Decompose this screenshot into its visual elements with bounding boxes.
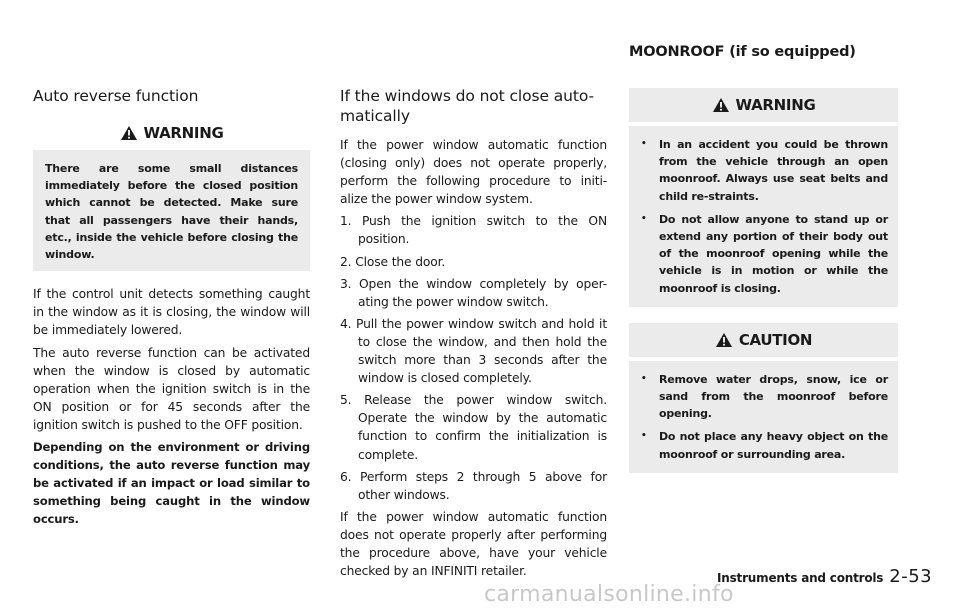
step-item: 3. Open the window completely by oper-ating the power window switch. <box>340 276 607 309</box>
page-number: 2-53 <box>889 566 933 587</box>
moonroof-warning-header <box>629 88 898 122</box>
warning-item: • In an accident you could be thrown from the vehicle through an open moonroof. Always use seat belts and child re-straints. <box>639 136 888 205</box>
step-item: 2. Close the door. <box>340 254 446 269</box>
caution-list <box>639 371 888 463</box>
caution-icon <box>715 332 733 348</box>
paragraph: If the control unit detects something caught in the window as it is closing, the window will be immediately lowered. <box>33 287 310 338</box>
warning-box <box>33 116 310 271</box>
section-header: MOONROOF (if so equipped) <box>629 44 856 60</box>
warning-text: There are some small distances immediately before the closed position which cannot be detected. Make sure that all passengers have their hands, etc., inside the vehicle before closing the window. <box>45 162 298 262</box>
right-column <box>629 88 898 473</box>
caution-label: CAUTION <box>738 330 813 349</box>
step-list <box>340 212 607 503</box>
moonroof-caution-body <box>629 361 898 473</box>
page-footer <box>717 566 932 587</box>
intro-paragraph: If the power window automatic function (closing only) does not operate properly, perform the following procedure to initi-alize the power window system. <box>340 138 607 207</box>
middle-column <box>340 86 607 584</box>
warning-icon <box>712 97 730 113</box>
step-item: 6. Perform steps 2 through 5 above for other windows. <box>340 469 607 502</box>
bold-paragraph: Depending on the environment or driving conditions, the auto reverse function may be activated if an impact or load similar to something being caught in the window occurs. <box>33 439 310 527</box>
section-title-auto-reverse: Auto reverse function <box>33 87 199 105</box>
warning-label: WARNING <box>735 96 816 114</box>
warning-item: • Do not allow anyone to stand up or extend any portion of their body out of the moonroof opening while the vehicle is in motion or while the moonroof is closing. <box>639 211 888 297</box>
watermark: carmanualsonline.info <box>484 582 734 607</box>
warning-body <box>33 150 310 271</box>
moonroof-warning-body <box>629 126 898 307</box>
warning-list <box>639 136 888 297</box>
caution-item: • Do not place any heavy object on the moonroof or surrounding area. <box>639 428 888 462</box>
warning-title <box>629 88 898 122</box>
paragraph: The auto reverse function can be activated when the window is closed by automatic operation when the ignition switch is in the ON position or for 45 seconds after the ignition switch is pushed to the OFF position. <box>33 345 310 432</box>
warning-label: WARNING <box>143 124 224 142</box>
footer-section: Instruments and controls <box>717 571 884 585</box>
step-item: 4. Pull the power window switch and hold it to close the window, and then hold the switch more than 3 seconds after the window is closed completely. <box>340 316 607 386</box>
caution-title <box>629 323 898 357</box>
left-column <box>33 86 310 532</box>
outro-paragraph: If the power window automatic function does not operate properly after performing the procedure above, have your vehicle checked by an INFINITI retailer. <box>340 509 607 579</box>
warning-title <box>33 116 310 150</box>
warning-icon <box>120 125 138 141</box>
step-item: 5. Release the power window switch. Operate the window by the automatic function to confirm the initialization is complete. <box>340 393 607 462</box>
step-item: 1. Push the ignition switch to the ON position. <box>340 214 607 247</box>
section-title-windows: If the windows do not close auto-matically <box>340 87 595 125</box>
moonroof-caution-header <box>629 323 898 357</box>
caution-item: • Remove water drops, snow, ice or sand from the moonroof before opening. <box>639 371 888 423</box>
